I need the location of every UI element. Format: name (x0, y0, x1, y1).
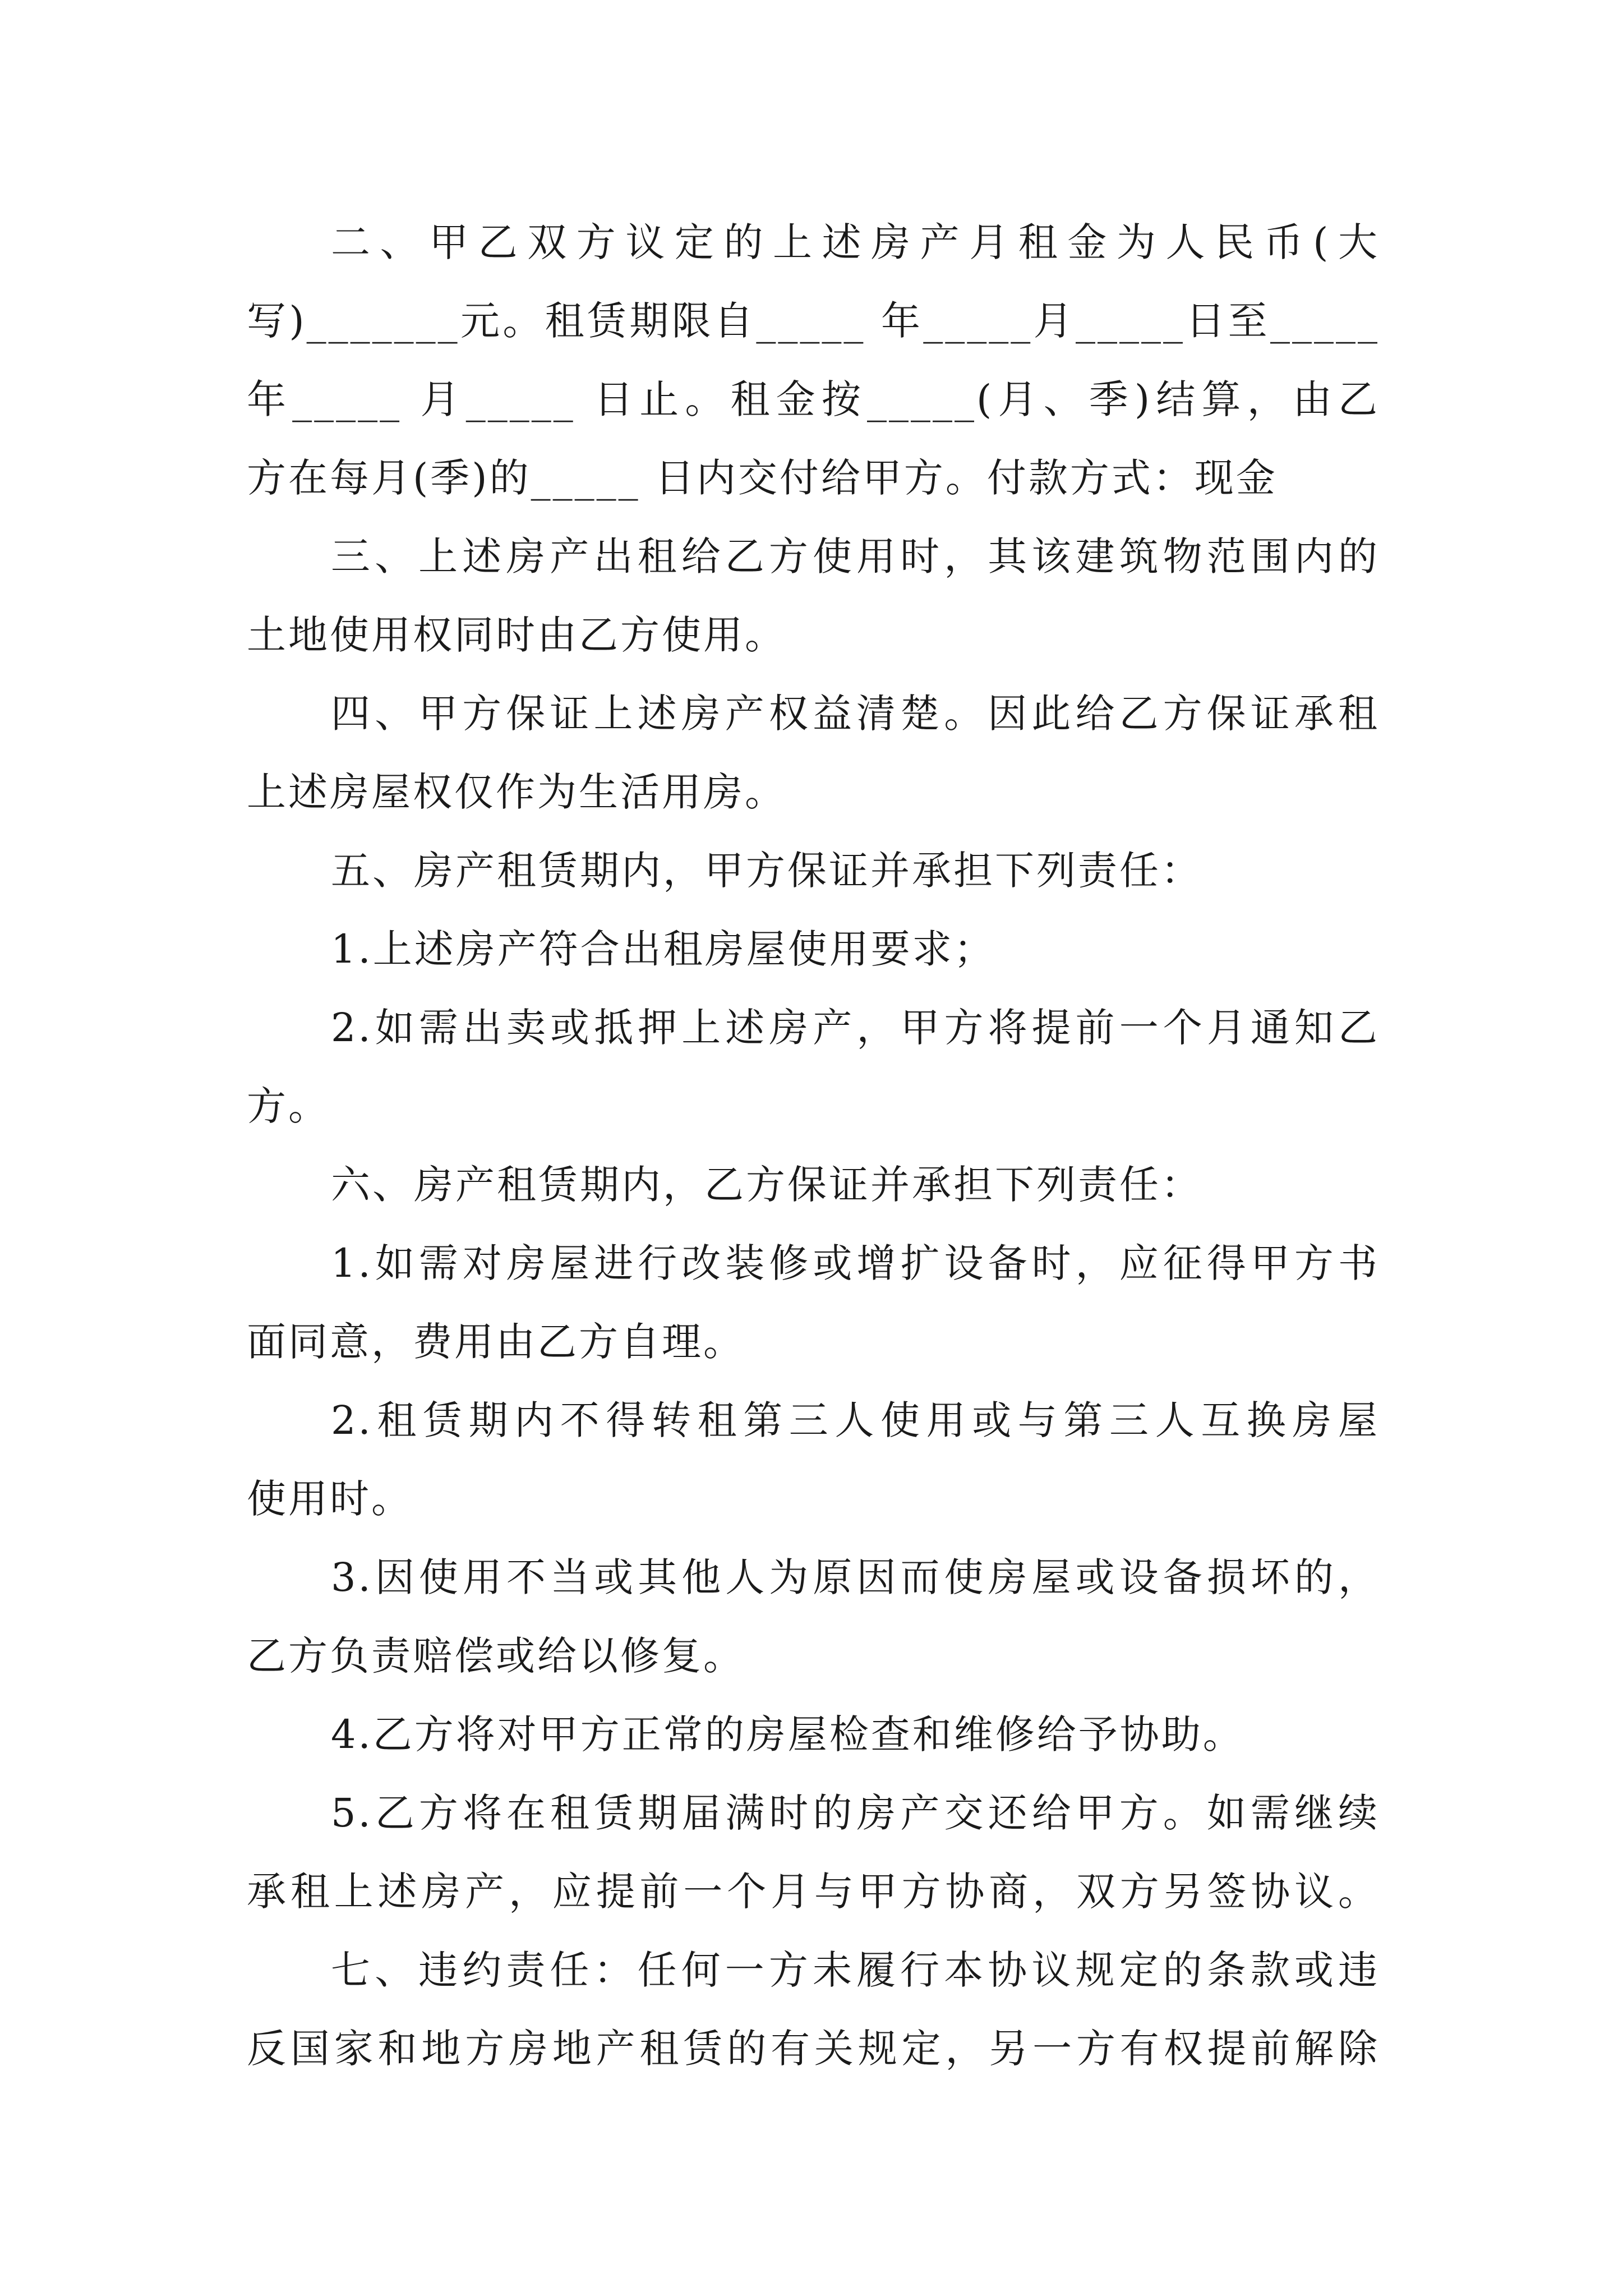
text-line: 年_____ 月_____ 日止。租金按_____(月、季)结算，由乙 (247, 376, 1380, 422)
text-line: 四、甲方保证上述房产权益清楚。因此给乙方保证承租 (331, 691, 1380, 737)
text-line: 1.上述房产符合出租房屋使用要求； (331, 926, 995, 972)
text-line: 五、房产租赁期内，甲方保证并承担下列责任： (331, 848, 1202, 894)
text-line: 使用时。 (247, 1476, 413, 1522)
text-line: 承租上述房产，应提前一个月与甲方协商，双方另签协议。 (247, 1869, 1380, 1915)
text-line: 3.因使用不当或其他人为原因而使房屋或设备损坏的， (331, 1554, 1380, 1600)
text-line: 三、上述房产出租给乙方使用时，其该建筑物范围内的 (331, 533, 1380, 579)
text-line: 六、房产租赁期内，乙方保证并承担下列责任： (331, 1162, 1202, 1208)
text-line: 写)_______元。租赁期限自_____ 年_____月_____日至_____ (247, 298, 1380, 344)
text-line: 2.租赁期内不得转租第三人使用或与第三人互换房屋 (331, 1397, 1380, 1443)
text-line: 2.如需出卖或抵押上述房产，甲方将提前一个月通知乙 (331, 1005, 1380, 1051)
text-line: 5.乙方将在租赁期届满时的房产交还给甲方。如需继续 (331, 1790, 1380, 1836)
text-line: 土地使用权同时由乙方使用。 (247, 612, 786, 658)
text-line: 1.如需对房屋进行改装修或增扩设备时，应征得甲方书 (331, 1240, 1380, 1286)
text-line: 方在每月(季)的_____ 日内交付给甲方。付款方式：现金 (247, 455, 1278, 501)
text-line: 反国家和地方房地产租赁的有关规定，另一方有权提前解除 (247, 2026, 1380, 2072)
text-line: 七、违约责任：任何一方未履行本协议规定的条款或违 (331, 1947, 1380, 1993)
text-line: 方。 (247, 1083, 330, 1129)
text-line: 4.乙方将对甲方正常的房屋检查和维修给予协助。 (331, 1711, 1244, 1757)
text-line: 面同意，费用由乙方自理。 (247, 1319, 745, 1365)
text-line: 上述房屋权仅作为生活用房。 (247, 769, 786, 815)
text-line: 二、甲乙双方议定的上述房产月租金为人民币(大 (331, 219, 1380, 265)
text-line: 乙方负责赔偿或给以修复。 (247, 1633, 745, 1679)
